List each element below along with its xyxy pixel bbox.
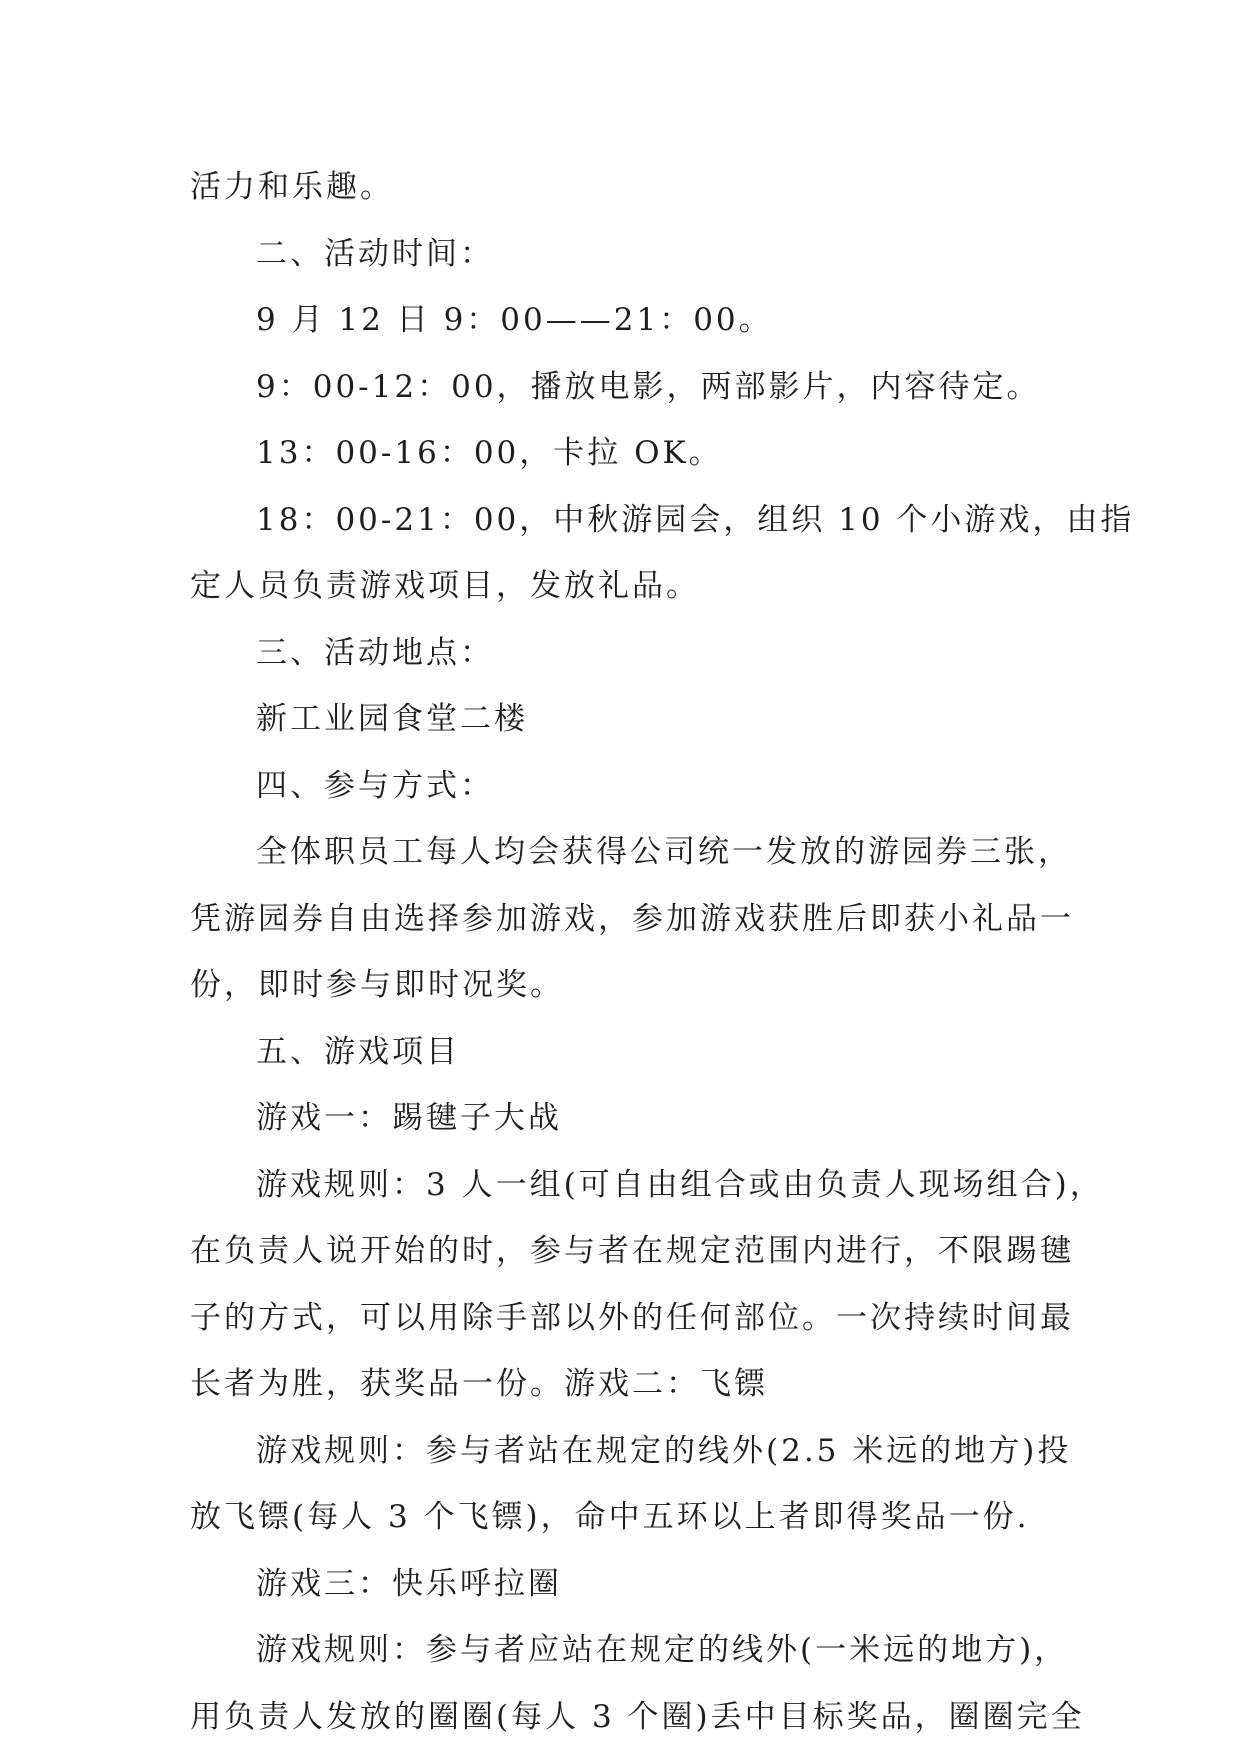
paragraph-line: 游戏规则：3 人一组(可自由组合或由负责人现场组合)， [256,1166,1104,1203]
section-heading-location: 三、活动地点： [256,634,494,671]
paragraph-line: 用负责人发放的圈圈(每人 3 个圈)丢中目标奖品，圈圈完全 [190,1698,1085,1735]
paragraph-line: 长者为胜，获奖品一份。游戏二：飞镖 [190,1366,768,1402]
game-title: 游戏一：踢毽子大战 [256,1100,562,1136]
paragraph-line: 凭游园券自由选择参加游戏，参加游戏获胜后即获小礼品一 [190,900,1074,937]
paragraph-line: 18：00-21：00，中秋游园会，组织 10 个小游戏，由指 [256,501,1135,538]
paragraph-line: 新工业园食堂二楼 [256,701,528,737]
paragraph-line: 9 月 12 日 9：00——21：00。 [256,302,773,338]
section-heading-participation: 四、参与方式： [256,767,494,804]
paragraph-line: 在负责人说开始的时，参与者在规定范围内进行，不限踢毽 [190,1233,1074,1269]
paragraph-line: 份，即时参与即时况奖。 [190,967,564,1003]
paragraph-line: 游戏规则：参与者站在规定的线外(2.5 米远的地方)投 [256,1432,1072,1469]
paragraph-line: 定人员负责游戏项目，发放礼品。 [190,568,700,604]
section-heading-time: 二、活动时间： [256,235,494,272]
paragraph-line: 游戏规则：参与者应站在规定的线外(一米远的地方)， [256,1632,1069,1668]
paragraph-line: 13：00-16：00，卡拉 OK。 [256,435,723,471]
paragraph-line: 9：00-12：00，播放电影，两部影片，内容待定。 [256,368,1041,405]
document-body [190,154,1135,1750]
paragraph-line: 全体职员工每人均会获得公司统一发放的游园券三张， [256,834,1072,870]
game-title: 游戏三：快乐呼拉圈 [256,1565,562,1602]
section-heading-games: 五、游戏项目 [256,1033,460,1070]
paragraph-line: 放飞镖(每人 3 个飞镖)，命中五环以上者即得奖品一份. [190,1499,1030,1535]
paragraph-line: 活力和乐趣。 [190,169,394,205]
paragraph-line: 子的方式，可以用除手部以外的任何部位。一次持续时间最 [190,1299,1074,1336]
